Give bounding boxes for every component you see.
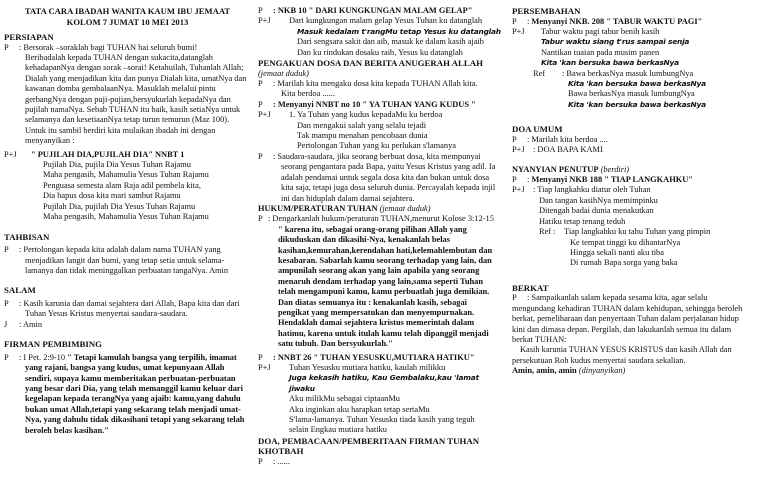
text-line: hatimu, karena untuk itulah kamu telah dipanggil menjadi [278, 328, 489, 338]
nkb10-song [258, 16, 504, 58]
berkat-block [512, 293, 764, 303]
text-line: yang besar dari Dia, yang telah memanggil kamu keluar dari [25, 383, 243, 393]
doa-heading-line2: KHOTBAH [258, 446, 304, 457]
text-line: persekutuan Roh kudus menyertai saudara sekalian. [512, 355, 686, 365]
text-line: yang rajani, bangsa yang kudus, umat kepunyaan Allah [25, 363, 225, 373]
song-line: Hingga sekali nanti aku tiba [570, 247, 664, 257]
text-line: dikuduskan dan dikasihi-Nya, kenakanlah belas [278, 235, 451, 245]
text-line: beroleh belas kasihan." [25, 425, 109, 435]
doa-umum-p [512, 135, 764, 145]
text-line: kesabaran. Sabarlah kamu seorang terhadap yang lain, dan [278, 255, 492, 265]
role-label: P [512, 175, 517, 185]
text-line: Untuk itu sambil berdiri kita mulaikan ibadah ini dengan [25, 125, 216, 135]
song-lyrics [533, 27, 764, 69]
song-line: Aku milikMu sebagai ciptaanMu [289, 394, 400, 404]
persiapan-block [4, 43, 251, 147]
text-line: Dialah yang menjadikan kita dan punya Dialah kita, umatNya dan [25, 73, 247, 83]
song-line: Maha pengasih, Mahamulia Yesus Tuhan Rajamu [43, 212, 209, 222]
text-line: seorang pengantara pada Bapa, yaitu Yesus Kristus yang adil. Ia [281, 162, 496, 172]
song-line: : Bawa berkasNya masuk lumbungNya [562, 68, 694, 78]
text-line: : DOA BAPA KAMI [533, 145, 603, 155]
song-line: Penguasa semesta alam Raja adil pembela kita, [43, 180, 201, 190]
firman-heading: FIRMAN PEMBIMBING [4, 339, 102, 350]
penutup-ref [512, 227, 764, 269]
text-line: : I Pet. 2:9-10 " Tetapi kamulah bangsa yang terpilih, imamat [19, 352, 237, 362]
text-line: pengikat yang mempersatukan dan menyempurnakan. [278, 307, 475, 317]
text-line: Kita berdoa ...... [281, 89, 335, 99]
hukum-heading-row [258, 204, 504, 214]
role-label: P+J [512, 185, 525, 195]
pengakuan-p1 [258, 79, 504, 100]
song-line: Tuhan Yesusku mutiara hatiku, kaulah milikku [289, 363, 446, 372]
berita-anugerah-text [273, 152, 504, 204]
nnbt26-song [258, 363, 504, 436]
text-line: berkat TUHAN: [512, 334, 567, 344]
pengakuan-p2 [258, 100, 504, 110]
text-line: menjadikan langit dan bumi, yang tetap setia untuk selama- [25, 255, 225, 265]
pengakuan-p3 [258, 152, 504, 204]
nnbt26-line [258, 353, 504, 363]
hukum-note: (jemaat duduk) [379, 203, 431, 213]
text-line: : Dengarkanlah hukum/peraturan TUHAN,menurut Kolose 3:12-15 [268, 214, 494, 224]
role-label: P [512, 134, 517, 144]
amin-note: (dinyanyikan) [578, 366, 626, 376]
song-lyrics [564, 227, 764, 269]
text-line: kehadapanNya dengan sorak –sorai! Ketahuilah, Tuhanlah Allah; [25, 63, 244, 73]
song-line: : Tiap langkahku diatur oleh Tuhan [533, 185, 651, 195]
song-line: Ditengah badai dunia menakutkan [539, 206, 654, 216]
role-label: P [4, 42, 9, 52]
role-label: P [258, 352, 263, 362]
role-label: P [258, 6, 263, 15]
doa-line [258, 457, 504, 467]
role-label: P+J [512, 27, 525, 36]
persiapan-song [4, 150, 251, 223]
role-label: P [512, 293, 517, 303]
text-line: : Amin [19, 319, 43, 329]
penutup-heading: NYANYIAN PENUTUP [512, 164, 599, 174]
text-line: Hendaklah damai sejahtera kristus memerintah dalam [278, 318, 475, 328]
song-lyrics [533, 185, 764, 227]
role-label: P [4, 245, 9, 255]
song-lyrics [279, 363, 504, 436]
doc-title-line1: TATA CARA IBADAH WANITA KAUM IBU JEMAAT [24, 6, 231, 16]
amin-line [512, 366, 764, 376]
song-title: : NKB 10 " DARI KUNGKUNGAN MALAM GELAP" [273, 6, 473, 15]
song-line: Dan mengakui salah yang selalu tejadi [297, 120, 427, 130]
text-line: : Kasih karunia dan damai sejahtera dari Allah, Bapa kita dan dari [19, 298, 240, 308]
song-line: Masuk kedalam t'rangMu tetap Yesus ku datanglah [297, 26, 501, 36]
penutup-heading-row [512, 165, 764, 175]
song-title: " PUJILAH DIA,PUJILAH DIA" NNBT 1 [31, 149, 185, 159]
text-line: menaruh dendam terhadap yang lain,sama seperti Tuhan [278, 276, 483, 286]
salam-text [19, 299, 251, 320]
hukum-block [258, 214, 504, 349]
song-line: Tabur waktu pagi tabur benih kasih [541, 27, 660, 36]
persembahan-ref [512, 69, 764, 111]
tahbisan-heading: TAHBISAN [4, 231, 50, 242]
song-line: Nantikan tuaian pada musim panen [541, 47, 660, 57]
text-line: pujilah namaNya. Sebab TUHAN itu baik, kasih setiaNya untuk [25, 105, 241, 115]
salam-block [4, 299, 251, 320]
pengakuan-text [273, 79, 504, 100]
song-line: Bawa berkasNya masuk lumbungNya [568, 89, 695, 99]
song-line: Dari sengsara sakit dan aib, masuk ke dalam kasih ajaib [297, 37, 484, 47]
song-line: Juga kekasih hatiku, Kau Gembalaku,kau 'lamat jiwaku [289, 373, 479, 393]
song-line: Dan tangan kasihNya memimpinku [539, 195, 658, 205]
column-left [0, 0, 255, 503]
role-label: P+J [258, 363, 271, 372]
firman-text [19, 353, 251, 436]
role-label: P [258, 99, 263, 109]
scripture-ref: I Pet. 2:9-10 [23, 352, 66, 362]
text-line: Nya, yang dahulu tidak dikasihani tetapi yang sekarang telah [25, 415, 245, 425]
song-line: Aku inginkan aku harapkan tetap sertaMu [289, 404, 430, 414]
text-line: menyanyikan : [25, 136, 75, 146]
pengakuan-song [258, 110, 504, 152]
song-line: Kita 'kan bersuka bawa berkasNya [568, 99, 706, 109]
persembahan-song [512, 27, 764, 69]
song-line: Tiap langkahku ku tahu Tuhan yang pimpin [564, 227, 711, 237]
text-line: satu tubuh. Dan bersyukurlah." [278, 339, 393, 349]
text-line: kasihan,kemurahan,kerendahan hati,kelemahlembutan dan [278, 245, 493, 255]
role-label: P [258, 151, 263, 161]
text-line: : Sampaikanlah salam kepada sesama kita, agar selalu [527, 293, 708, 303]
song-line: 1. Ya Tuhan yang kudus kepadaMu ku berdoa [289, 110, 443, 120]
role-label: P [4, 352, 9, 362]
hukum-heading: HUKUM/PERATURAN TUHAN [258, 203, 378, 213]
text-line: : Bersorak –soraklah bagi TUHAN hai seluruh bumi! [19, 42, 198, 52]
song-lyrics [279, 16, 504, 58]
text-line: kini dan dimasa depan. Pergilah, dan lakukanlah semua itu dalam [512, 324, 732, 334]
text-line: Beribadalah kepada TUHAN dengan sukacita,datanglah [25, 53, 213, 62]
text-line: Kasih karunia TUHAN YESUS KRISTUS dan kasih Allah dan [520, 345, 732, 355]
text-line: kawanan domba gembalaanNya. Masuklah melalui pintu [25, 84, 216, 94]
text-line: kita saja, tetapi juga dosa seluruh dunia. Percayalah kepada injil [281, 183, 496, 193]
text-line: selamanya dan kesetiaanNya tetap turun temurun (Maz 100). [25, 115, 230, 125]
text-line: telah mengampuni kamu, kamu perbuatlah juga demikian. [278, 287, 490, 297]
text-line: : Menyanyi NKB 188 " TIAP LANGKAHKU" [527, 175, 693, 185]
song-line: Tak mampu menahan pencobaan dunia [297, 131, 428, 141]
song-line: Kita 'kan bersuka bawa berkasNya [541, 58, 679, 68]
text-line: : Menyanyi NKB. 208 " TABUR WAKTU PAGI" [527, 16, 703, 26]
ref-label: Ref : [539, 227, 556, 237]
role-label: P [258, 79, 263, 89]
song-line: Pujilah Dia, pujila Dia Yesus Tuhan Rajamu [43, 160, 191, 170]
song-line: Di rumah Bapa sorga yang baka [570, 258, 678, 268]
role-label: P [258, 214, 263, 224]
persembahan-p [512, 17, 764, 27]
text-line: bukan umat Allah,tetapi yang sekarang telah menjadi umat- [25, 404, 241, 414]
song-line: Pertolongan Tuhan yang ku perlukan s'lamanya [297, 141, 456, 151]
text-line: : ...... [273, 457, 290, 467]
penutup-note: (berdiri) [600, 164, 630, 174]
firman-block [4, 353, 251, 436]
column-middle [258, 0, 508, 503]
song-line: selain Engkau mutiara hatiku [289, 425, 387, 435]
song-line: S'lama-lamanya. Tuhan Yesusku tiada kasih yang teguh [289, 415, 475, 425]
doa-umum-pj [512, 145, 764, 155]
song-lyrics [279, 110, 504, 152]
song-lyrics [562, 69, 764, 111]
song-line: Dia hapus dosa kita mari sambut Rajamu [43, 191, 181, 201]
role-label: P+J [258, 110, 271, 120]
role-label: P+J [512, 145, 525, 155]
song-line: Dari kungkungan malam gelap Yesus Tuhan ku datanglah [289, 16, 483, 26]
penutup-p [512, 175, 764, 185]
text-line: ampunilah seorang akan yang lain apabila yang seorang [278, 266, 480, 276]
persiapan-text [19, 43, 251, 147]
text-line: kegelapan kepada terangNya yang ajaib: kamu,yang dahulu [25, 394, 241, 404]
text-line: : Menyanyi NNBT no 10 " YA TUHAN YANG KUDUS " [273, 99, 476, 109]
column-right [512, 0, 768, 503]
song-line: Tabur waktu siang t'rus sampai senja [541, 37, 690, 47]
text-line: berkat, pemeliharaan dan penyertaan Tuhan dalam perjalanan hidup [512, 314, 739, 324]
tahbisan-block [4, 245, 251, 276]
amin-text: Amin, amin, amin [512, 366, 577, 376]
pengakuan-heading: PENGAKUAN DOSA DAN BERITA ANUGERAH ALLAH [258, 58, 483, 69]
text-line: " karena itu, sebagai orang-orang pilihan Allah yang [278, 224, 467, 234]
role-label: P [512, 16, 517, 26]
text-line: ini dan hiduplah dalam damai sejahtera. [281, 193, 415, 203]
tahbisan-text [19, 245, 251, 276]
pengakuan-note: (jemaat duduk) [258, 68, 309, 78]
persembahan-heading: PERSEMBAHAN [512, 6, 581, 16]
role-label: P+J [4, 149, 17, 159]
salam-response [4, 320, 251, 330]
text-line: adalah pendamai untuk segala dosa kita dan bukan untuk dosa [281, 172, 490, 182]
role-label: P [4, 298, 9, 308]
text-line: : Saudara-saudara, jika seorang berbuat dosa, kita mempunyai [273, 151, 481, 161]
text-line: Dan diatas semuanya itu : kenakanlah kasih, sebagai [278, 297, 467, 307]
text-line: Tuhan Yesus Kristus menyertai saudara-saudara. [25, 309, 188, 319]
song-line: Pujilah Dia, pujilah Dia Yesus Tuhan Rajamu [43, 201, 196, 211]
salam-heading: SALAM [4, 285, 36, 296]
text-line: mengundang kehadiran TUHAN dalam kehidupan, sehingga beroleh [512, 303, 743, 313]
role-label: P+J [258, 16, 271, 26]
role-label: J [4, 319, 8, 329]
text-line: : Pertolongan kepada kita adalah dalam nama TUHAN yang [19, 245, 221, 255]
song-line: Ke tempat tinggi ku dihantarNya [570, 237, 681, 247]
song-line: Dan ku rindukan dosaku raib, Yesus ku datanglah [297, 47, 463, 57]
song-line: Maha pengasih, Mahamulia Yesus Tuhan Rajamu [43, 170, 209, 180]
doa-heading-line1: DOA, PEMBACAAN/PEMBERITAAN FIRMAN TUHAN [258, 435, 480, 446]
role-label: P [258, 457, 263, 467]
doc-title-line2: KOLOM 7 JUMAT 10 MEI 2013 [66, 16, 189, 27]
song-lyrics [25, 150, 251, 223]
song-line: Kita 'kan bersuka bawa berkasNya [568, 79, 706, 89]
hukum-text [268, 214, 504, 349]
song-line: Hatiku tetap tenang teduh [539, 216, 626, 226]
persiapan-heading: PERSIAPAN [4, 32, 54, 42]
text-line: : Marilah kita berdoa .... [527, 134, 608, 144]
penutup-song [512, 185, 764, 227]
ref-label: Ref [533, 68, 546, 78]
text-line: lamanya dan tidak meninggalkan perbuatan tangaNya. Amin [25, 265, 229, 275]
berkat-heading: BERKAT [512, 282, 549, 293]
text-line: : Marilah kita mengaku dosa kita kepada TUHAN Allah kita. [273, 79, 478, 89]
text-line: gerbangNya dengan puji-pujian,bersyukurlah kepadaNya dan [25, 94, 231, 104]
nkb10-line [258, 6, 504, 16]
song-title: : NNBT 26 " TUHAN YESUSKU,MUTIARA HATIKU" [273, 352, 475, 362]
doa-umum-heading: DOA UMUM [512, 124, 563, 135]
text-line: sendiri, supaya kamu memberitakan perbuatan-perbuatan [25, 373, 236, 383]
